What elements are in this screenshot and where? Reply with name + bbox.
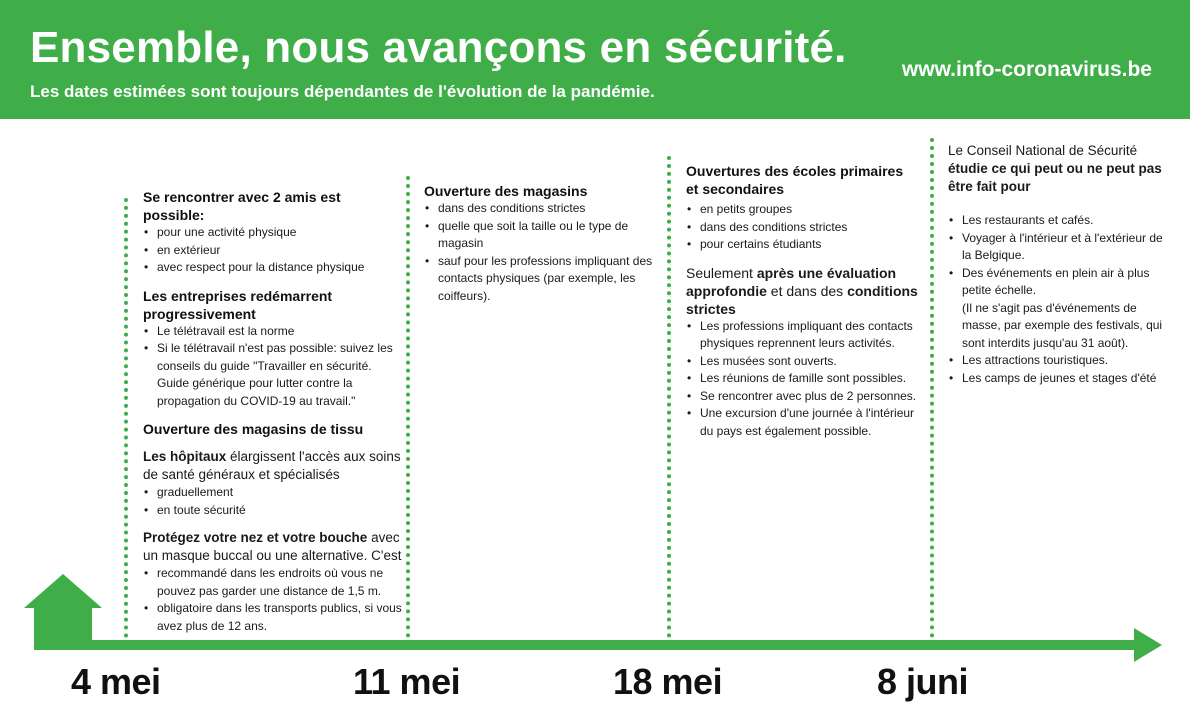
list-item: • en toute sécurité [143, 502, 403, 520]
section-title-schools: Ouvertures des écoles primaires et secondaires [686, 163, 904, 197]
list-item: • recommandé dans les endroits où vous ne pouvez pas garder une distance de 1,5 m. [143, 565, 403, 600]
activities-list [686, 318, 918, 441]
column-4-mei [143, 188, 403, 635]
list-item: • sauf pour les professions impliquant des contacts physiques (par exemple, les coiffeurs). [424, 253, 660, 306]
list-item: • avec respect pour la distance physique [143, 259, 403, 277]
page-title: Ensemble, nous avançons en sécurité. [30, 23, 847, 72]
mask-bold: Protégez votre nez et votre bouche [143, 530, 368, 545]
list-item: • Les restaurants et cafés. [948, 212, 1170, 230]
schools-list [686, 201, 918, 254]
council-paragraph [948, 142, 1170, 196]
date-11-mei: 11 mei [353, 661, 461, 702]
section-title-shops: Ouverture des magasins [424, 183, 588, 199]
arrow-right-icon [1134, 628, 1162, 662]
timeline-divider-11-mei [406, 176, 410, 638]
shops-list [424, 200, 660, 305]
evaluation-bold-2: conditions strictes [686, 282, 918, 317]
timeline-divider-18-mei [667, 156, 671, 638]
list-item: • en extérieur [143, 242, 403, 260]
list-item: • Les attractions touristiques. [948, 352, 1170, 370]
evaluation-paragraph [686, 264, 918, 318]
date-8-juni: 8 juni [877, 661, 969, 702]
council-note: (Il ne s'agit pas d'événements de masse, par exemple des festivals, qui sont interdits jusqu'au 31 août). [962, 300, 1163, 350]
mask-list [143, 565, 403, 635]
meet-friends-list [143, 224, 403, 277]
evaluation-text-2: et dans des [766, 282, 848, 299]
council-list-2 [948, 352, 1170, 387]
timeline-divider-4-mei [124, 198, 128, 638]
section-title-companies: Les entreprises redémarrent progressivement [143, 287, 333, 322]
hospitals-paragraph [143, 448, 403, 484]
list-item: • Si le télétravail n'est pas possible: suivez les conseils du guide "Travailler en sécurité. Guide générique pour lutter contre la propagation du COVID-19 au travail." [143, 340, 403, 410]
website-link[interactable]: www.info-coronavirus.be [901, 58, 1152, 81]
evaluation-bold-1: après une évaluation approfondie [686, 264, 897, 299]
column-18-mei [686, 162, 918, 440]
list-item: • dans des conditions strictes [686, 219, 918, 237]
hospitals-list [143, 484, 403, 519]
date-4-mei: 4 mei [71, 661, 161, 702]
timeline-divider-8-juni [930, 138, 934, 638]
timeline-bar [34, 640, 1140, 650]
list-item: • Les camps de jeunes et stages d'été [948, 370, 1170, 388]
list-item: • Les réunions de famille sont possibles. [686, 370, 918, 388]
section-title-fabric-shops: Ouverture des magasins de tissu [143, 421, 364, 437]
header-banner [0, 0, 1190, 119]
hospitals-text: élargissent l'accès aux soins de santé généraux et spécialisés [143, 449, 401, 482]
date-18-mei: 18 mei [613, 661, 723, 702]
mask-text: avec un masque buccal ou une alternative. C'est [143, 530, 402, 563]
evaluation-text-1: Seulement [686, 264, 757, 281]
companies-list [143, 323, 403, 411]
council-bold: étudie ce qui peut ou ne peut pas être fait pour [948, 161, 1162, 194]
council-intro: Le Conseil National de Sécurité [948, 143, 1138, 158]
list-item: • pour une activité physique [143, 224, 403, 242]
hospitals-bold: Les hôpitaux [143, 449, 227, 464]
page-subtitle: Les dates estimées sont toujours dépendantes de l'évolution de la pandémie. [30, 82, 655, 101]
list-item: • Les musées sont ouverts. [686, 353, 918, 371]
list-item: • obligatoire dans les transports publics, si vous avez plus de 12 ans. [143, 600, 403, 635]
column-11-mei [424, 182, 660, 305]
section-title-meet-friends: Se rencontrer avec 2 amis est possible: [143, 189, 341, 223]
list-item: • Le télétravail est la norme [143, 323, 403, 341]
list-item: • Les professions impliquant des contacts physiques reprennent leurs activités. [686, 318, 918, 353]
mask-paragraph [143, 529, 403, 565]
list-item: • en petits groupes [686, 201, 918, 219]
list-item: • Une excursion d'une journée à l'intérieur du pays est également possible. [686, 405, 918, 440]
list-item: • Se rencontrer avec plus de 2 personnes. [686, 388, 918, 406]
council-list [948, 212, 1170, 300]
list-item: • Des événements en plein air à plus petite échelle. [948, 265, 1170, 300]
column-8-juni [948, 142, 1170, 387]
list-item: • pour certains étudiants [686, 236, 918, 254]
house-icon [24, 574, 102, 650]
list-item: • quelle que soit la taille ou le type de magasin [424, 218, 660, 253]
list-item: • dans des conditions strictes [424, 200, 660, 218]
list-item: • graduellement [143, 484, 403, 502]
list-item: • Voyager à l'intérieur et à l'extérieur de la Belgique. [948, 230, 1170, 265]
